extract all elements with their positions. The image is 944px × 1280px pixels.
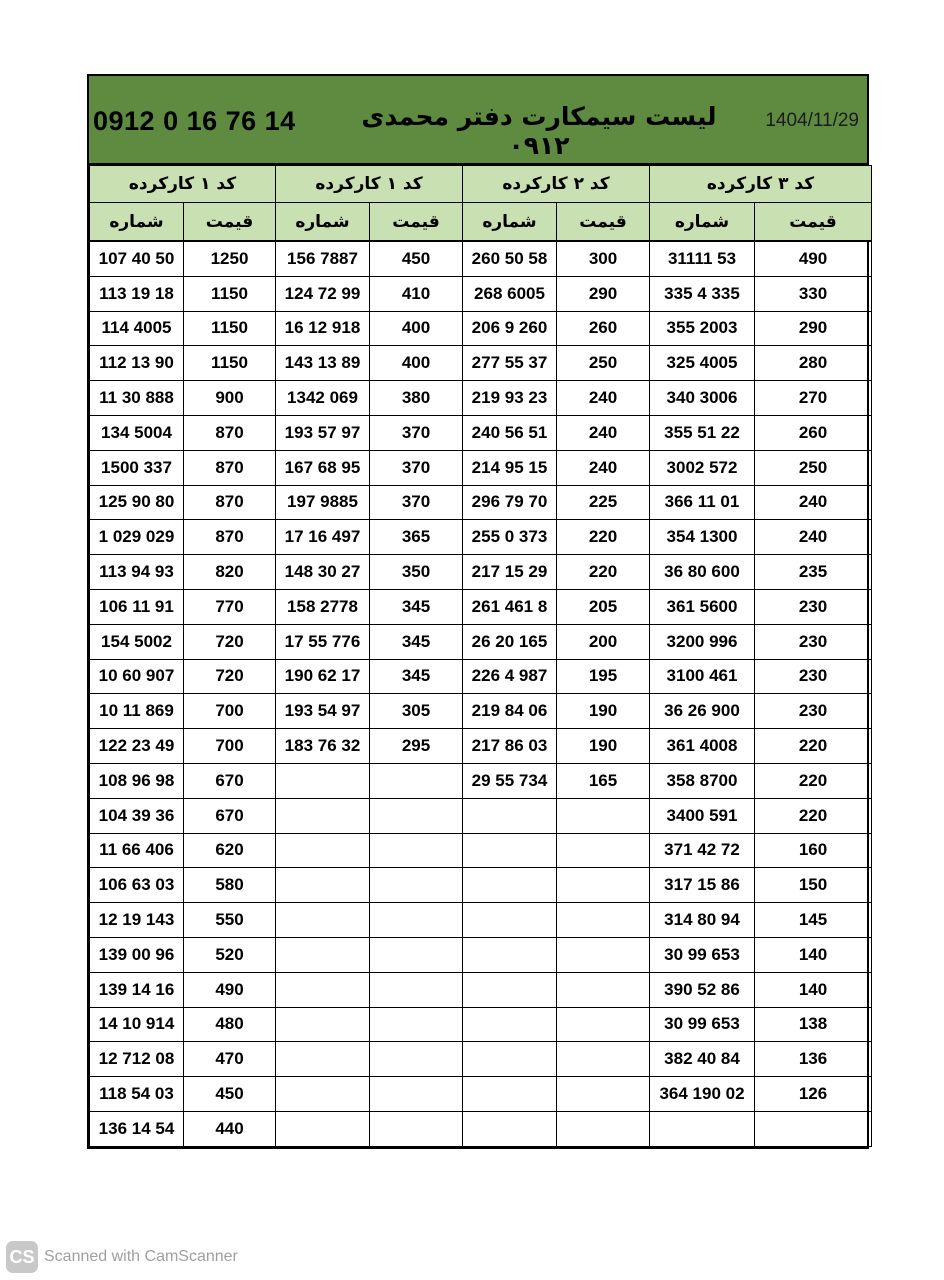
sim-number-cell: 106 63 03 [90, 868, 184, 903]
table-row [90, 241, 872, 276]
price-cell: 345 [370, 589, 463, 624]
price-cell: 450 [370, 241, 463, 276]
table-row [90, 763, 872, 798]
group-header-4: کد ۳ کارکرده [650, 166, 872, 203]
sim-number-cell: 143 13 89 [276, 346, 370, 381]
header-banner [89, 76, 867, 165]
price-cell [557, 1077, 650, 1112]
sim-number-cell: 193 57 97 [276, 415, 370, 450]
sim-number-cell: 3400 591 [650, 798, 755, 833]
sim-number-cell: 240 56 51 [463, 415, 557, 450]
price-cell: 240 [557, 450, 650, 485]
price-cell: 220 [557, 520, 650, 555]
price-cell [370, 833, 463, 868]
group-header-3: کد ۲ کارکرده [463, 166, 650, 203]
price-cell: 160 [755, 833, 872, 868]
price-cell: 670 [184, 763, 276, 798]
sim-number-cell: 296 79 70 [463, 485, 557, 520]
price-cell: 305 [370, 694, 463, 729]
price-cell: 240 [755, 485, 872, 520]
price-cell: 270 [755, 381, 872, 416]
price-cell: 205 [557, 589, 650, 624]
price-cell: 290 [557, 276, 650, 311]
sim-number-cell: 158 2778 [276, 589, 370, 624]
price-cell: 870 [184, 520, 276, 555]
price-cell: 136 [755, 1042, 872, 1077]
sim-number-cell: 29 55 734 [463, 763, 557, 798]
price-cell: 140 [755, 937, 872, 972]
number-header: شماره [650, 203, 755, 242]
sim-number-cell: 113 94 93 [90, 555, 184, 590]
sim-number-cell [463, 1111, 557, 1146]
table-row [90, 798, 872, 833]
table-row [90, 694, 872, 729]
price-cell: 1150 [184, 311, 276, 346]
sim-number-cell: 14 10 914 [90, 1007, 184, 1042]
sim-number-cell [276, 833, 370, 868]
price-cell: 870 [184, 485, 276, 520]
price-cell: 165 [557, 763, 650, 798]
price-cell: 280 [755, 346, 872, 381]
price-cell: 140 [755, 972, 872, 1007]
table-row [90, 589, 872, 624]
sim-number-cell [276, 1007, 370, 1042]
price-cell: 870 [184, 450, 276, 485]
sim-number-cell [463, 798, 557, 833]
price-cell: 145 [755, 903, 872, 938]
price-cell: 240 [557, 415, 650, 450]
number-header: شماره [463, 203, 557, 242]
price-cell: 550 [184, 903, 276, 938]
sim-number-cell: 355 51 22 [650, 415, 755, 450]
sim-number-cell: 214 95 15 [463, 450, 557, 485]
sim-number-cell: 354 1300 [650, 520, 755, 555]
sim-number-cell: 371 42 72 [650, 833, 755, 868]
sim-number-cell: 16 12 918 [276, 311, 370, 346]
sim-number-cell [276, 972, 370, 1007]
sim-number-cell: 314 80 94 [650, 903, 755, 938]
price-cell: 225 [557, 485, 650, 520]
price-cell: 400 [370, 311, 463, 346]
sim-number-cell: 26 20 165 [463, 624, 557, 659]
sim-number-cell: 255 0 373 [463, 520, 557, 555]
price-cell: 126 [755, 1077, 872, 1112]
price-cell: 220 [755, 798, 872, 833]
table-row [90, 729, 872, 764]
sim-number-cell: 125 90 80 [90, 485, 184, 520]
price-cell: 250 [557, 346, 650, 381]
sim-number-cell [463, 972, 557, 1007]
sim-number-cell: 1342 069 [276, 381, 370, 416]
number-header: شماره [90, 203, 184, 242]
sim-number-cell: 10 60 907 [90, 659, 184, 694]
price-header: قیمت [184, 203, 276, 242]
price-cell: 220 [755, 763, 872, 798]
table-row [90, 937, 872, 972]
price-cell [370, 868, 463, 903]
sim-number-cell: 364 190 02 [650, 1077, 755, 1112]
price-cell [557, 937, 650, 972]
sim-number-cell: 36 26 900 [650, 694, 755, 729]
price-cell [370, 1077, 463, 1112]
sim-number-cell: 118 54 03 [90, 1077, 184, 1112]
camscanner-logo-icon: CS [6, 1241, 38, 1273]
sim-number-cell: 217 86 03 [463, 729, 557, 764]
sim-number-cell: 277 55 37 [463, 346, 557, 381]
column-header-row [90, 203, 872, 242]
sim-number-cell: 106 11 91 [90, 589, 184, 624]
price-cell: 190 [557, 729, 650, 764]
price-cell: 620 [184, 833, 276, 868]
group-header-1: کد ۱ کارکرده [90, 166, 276, 203]
sim-number-cell [650, 1111, 755, 1146]
table-row [90, 1077, 872, 1112]
price-cell [557, 1042, 650, 1077]
sim-number-cell: 12 712 08 [90, 1042, 184, 1077]
price-cell: 250 [755, 450, 872, 485]
sim-number-cell: 217 15 29 [463, 555, 557, 590]
sim-number-cell: 17 16 497 [276, 520, 370, 555]
sim-number-cell: 36 80 600 [650, 555, 755, 590]
price-cell: 670 [184, 798, 276, 833]
sim-number-cell: 30 99 653 [650, 937, 755, 972]
price-cell: 870 [184, 415, 276, 450]
sim-number-cell: 3200 996 [650, 624, 755, 659]
price-header: قیمت [755, 203, 872, 242]
price-cell: 190 [557, 694, 650, 729]
sim-number-cell [276, 1042, 370, 1077]
price-cell [755, 1111, 872, 1146]
price-cell: 240 [557, 381, 650, 416]
price-cell: 200 [557, 624, 650, 659]
price-cell: 700 [184, 694, 276, 729]
sim-number-cell: 154 5002 [90, 624, 184, 659]
price-cell: 370 [370, 485, 463, 520]
sim-number-cell: 219 93 23 [463, 381, 557, 416]
table-body [90, 241, 872, 1146]
price-cell: 1150 [184, 276, 276, 311]
sim-number-cell: 107 40 50 [90, 241, 184, 276]
price-cell [370, 763, 463, 798]
sim-number-cell: 31111 53 [650, 241, 755, 276]
table-row [90, 555, 872, 590]
price-cell: 700 [184, 729, 276, 764]
price-cell: 365 [370, 520, 463, 555]
sim-number-cell: 325 4005 [650, 346, 755, 381]
sim-number-cell: 335 4 335 [650, 276, 755, 311]
price-cell: 440 [184, 1111, 276, 1146]
sim-number-cell: 366 11 01 [650, 485, 755, 520]
price-cell [557, 903, 650, 938]
price-cell: 230 [755, 694, 872, 729]
price-cell: 230 [755, 624, 872, 659]
sim-number-cell [276, 798, 370, 833]
price-cell [557, 798, 650, 833]
price-cell: 220 [755, 729, 872, 764]
watermark-text: Scanned with CamScanner [44, 1248, 238, 1265]
sim-number-cell [276, 937, 370, 972]
sim-number-cell: 30 99 653 [650, 1007, 755, 1042]
price-cell: 345 [370, 624, 463, 659]
sim-number-cell: 260 50 58 [463, 241, 557, 276]
price-cell: 720 [184, 659, 276, 694]
table-row [90, 311, 872, 346]
price-cell: 490 [755, 241, 872, 276]
price-cell: 370 [370, 415, 463, 450]
price-cell: 470 [184, 1042, 276, 1077]
table-row [90, 833, 872, 868]
table-row [90, 276, 872, 311]
sim-number-cell: 361 4008 [650, 729, 755, 764]
price-cell [557, 1111, 650, 1146]
price-cell: 235 [755, 555, 872, 590]
table-row [90, 1111, 872, 1146]
price-list-sheet [87, 74, 869, 1149]
price-cell: 220 [557, 555, 650, 590]
sim-number-cell: 317 15 86 [650, 868, 755, 903]
price-cell: 410 [370, 276, 463, 311]
sim-number-cell [463, 937, 557, 972]
table-row [90, 520, 872, 555]
sim-number-cell: 361 5600 [650, 589, 755, 624]
price-cell: 770 [184, 589, 276, 624]
sim-number-cell [276, 763, 370, 798]
list-title: لیست سیمکارت دفتر محمدی ۰۹۱۲ [361, 102, 717, 160]
price-cell [370, 903, 463, 938]
table-row [90, 1007, 872, 1042]
price-cell: 330 [755, 276, 872, 311]
sim-number-cell: 219 84 06 [463, 694, 557, 729]
price-cell: 490 [184, 972, 276, 1007]
price-cell: 900 [184, 381, 276, 416]
sim-number-cell: 122 23 49 [90, 729, 184, 764]
table-row [90, 972, 872, 1007]
price-cell [370, 798, 463, 833]
sim-number-cell [463, 1042, 557, 1077]
sim-number-cell: 197 9885 [276, 485, 370, 520]
sim-number-cell: 148 30 27 [276, 555, 370, 590]
price-cell: 295 [370, 729, 463, 764]
sim-number-cell: 12 19 143 [90, 903, 184, 938]
price-cell: 260 [755, 415, 872, 450]
sim-number-cell [463, 1077, 557, 1112]
sim-number-cell: 355 2003 [650, 311, 755, 346]
table-row [90, 624, 872, 659]
sim-number-cell: 340 3006 [650, 381, 755, 416]
sim-number-cell: 167 68 95 [276, 450, 370, 485]
sim-number-cell [276, 903, 370, 938]
price-cell: 380 [370, 381, 463, 416]
sim-number-cell: 104 39 36 [90, 798, 184, 833]
price-cell [370, 1111, 463, 1146]
sim-number-cell: 3100 461 [650, 659, 755, 694]
sim-number-cell: 226 4 987 [463, 659, 557, 694]
sim-number-cell [276, 1077, 370, 1112]
price-cell [557, 868, 650, 903]
sim-number-cell: 139 00 96 [90, 937, 184, 972]
sim-number-cell: 1500 337 [90, 450, 184, 485]
sim-number-cell: 112 13 90 [90, 346, 184, 381]
price-cell: 350 [370, 555, 463, 590]
price-cell: 480 [184, 1007, 276, 1042]
table-row [90, 381, 872, 416]
price-cell: 580 [184, 868, 276, 903]
price-cell [370, 972, 463, 1007]
price-cell: 1150 [184, 346, 276, 381]
price-cell: 260 [557, 311, 650, 346]
sim-number-cell: 136 14 54 [90, 1111, 184, 1146]
table-row [90, 868, 872, 903]
sim-number-cell: 124 72 99 [276, 276, 370, 311]
sim-number-cell: 206 9 260 [463, 311, 557, 346]
table-row [90, 1042, 872, 1077]
sim-number-cell: 108 96 98 [90, 763, 184, 798]
sim-number-cell [463, 1007, 557, 1042]
sim-number-cell: 358 8700 [650, 763, 755, 798]
sim-number-cell: 114 4005 [90, 311, 184, 346]
price-cell: 370 [370, 450, 463, 485]
sim-number-cell: 183 76 32 [276, 729, 370, 764]
price-cell: 195 [557, 659, 650, 694]
sim-number-cell: 268 6005 [463, 276, 557, 311]
sim-number-cell: 390 52 86 [650, 972, 755, 1007]
sim-number-cell: 11 66 406 [90, 833, 184, 868]
sim-number-cell: 113 19 18 [90, 276, 184, 311]
price-cell: 345 [370, 659, 463, 694]
price-header: قیمت [557, 203, 650, 242]
table-row [90, 346, 872, 381]
table-row [90, 659, 872, 694]
price-cell [557, 833, 650, 868]
table-row [90, 450, 872, 485]
sim-number-cell: 139 14 16 [90, 972, 184, 1007]
price-cell [557, 972, 650, 1007]
group-header-row [90, 166, 872, 203]
table-row [90, 485, 872, 520]
sim-number-cell [276, 868, 370, 903]
price-cell: 150 [755, 868, 872, 903]
price-cell [370, 1007, 463, 1042]
price-cell: 450 [184, 1077, 276, 1112]
price-cell: 720 [184, 624, 276, 659]
group-header-2: کد ۱ کارکرده [276, 166, 463, 203]
contact-phone: 0912 0 16 76 14 [93, 106, 296, 136]
sim-number-cell: 11 30 888 [90, 381, 184, 416]
simcard-table [89, 165, 872, 1147]
list-date: 1404/11/29 [765, 110, 859, 131]
sim-number-cell: 10 11 869 [90, 694, 184, 729]
sim-number-cell [463, 833, 557, 868]
number-header: شماره [276, 203, 370, 242]
sim-number-cell: 1 029 029 [90, 520, 184, 555]
sim-number-cell: 17 55 776 [276, 624, 370, 659]
price-cell: 138 [755, 1007, 872, 1042]
price-cell [370, 937, 463, 972]
sim-number-cell: 193 54 97 [276, 694, 370, 729]
price-cell [557, 1007, 650, 1042]
price-cell: 240 [755, 520, 872, 555]
price-cell [370, 1042, 463, 1077]
price-cell: 230 [755, 589, 872, 624]
sim-number-cell: 261 461 8 [463, 589, 557, 624]
price-cell: 820 [184, 555, 276, 590]
sim-number-cell: 134 5004 [90, 415, 184, 450]
table-row [90, 415, 872, 450]
price-header: قیمت [370, 203, 463, 242]
price-cell: 520 [184, 937, 276, 972]
price-cell: 230 [755, 659, 872, 694]
sim-number-cell: 190 62 17 [276, 659, 370, 694]
sim-number-cell: 382 40 84 [650, 1042, 755, 1077]
table-row [90, 903, 872, 938]
sim-number-cell [276, 1111, 370, 1146]
sim-number-cell [463, 903, 557, 938]
price-cell: 400 [370, 346, 463, 381]
price-cell: 300 [557, 241, 650, 276]
sim-number-cell: 3002 572 [650, 450, 755, 485]
sim-number-cell [463, 868, 557, 903]
price-cell: 1250 [184, 241, 276, 276]
sim-number-cell: 156 7887 [276, 241, 370, 276]
scanner-watermark [6, 1240, 238, 1274]
price-cell: 290 [755, 311, 872, 346]
